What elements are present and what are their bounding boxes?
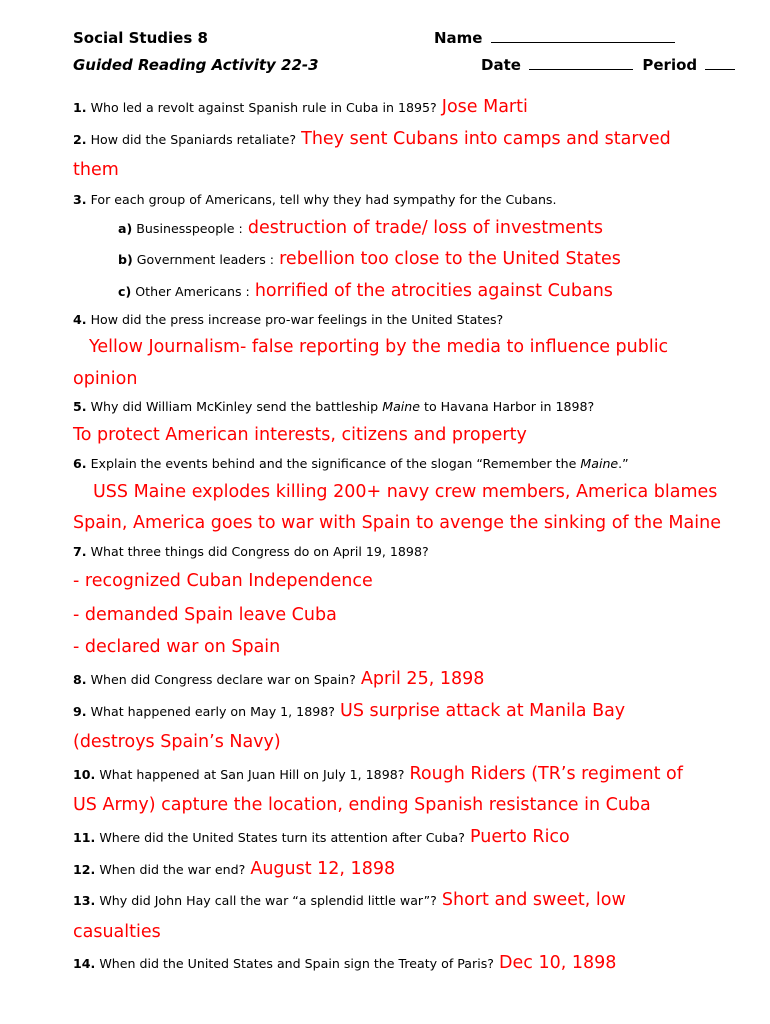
question-text: Who led a revolt against Spanish rule in Cuba in 1895? bbox=[90, 100, 437, 115]
part-text: Other Americans : bbox=[135, 284, 250, 299]
part-label: c) bbox=[118, 284, 132, 299]
part-text: Businesspeople : bbox=[136, 221, 243, 236]
answer-list-item: - recognized Cuban Independence bbox=[73, 571, 373, 591]
name-label: Name bbox=[434, 29, 483, 47]
question-number: 3. bbox=[73, 192, 87, 207]
name-blank-line bbox=[491, 41, 675, 43]
answer-text: To protect American interests, citizens and property bbox=[73, 425, 527, 445]
question-number: 4. bbox=[73, 312, 87, 327]
question-13 bbox=[73, 892, 626, 910]
answer-continuation: them bbox=[73, 160, 119, 180]
question-3 bbox=[73, 194, 557, 207]
question-7 bbox=[73, 546, 429, 559]
question-text: When did Congress declare war on Spain? bbox=[90, 672, 356, 687]
answer-text: US surprise attack at Manila Bay bbox=[340, 701, 626, 721]
question-text: For each group of Americans, tell why they had sympathy for the Cubans. bbox=[90, 192, 557, 207]
ship-name: Maine bbox=[580, 456, 619, 471]
question-number: 8. bbox=[73, 672, 87, 687]
answer-text: rebellion too close to the United States bbox=[279, 249, 621, 269]
question-number: 10. bbox=[73, 767, 96, 782]
question-text: How did the Spaniards retaliate? bbox=[90, 132, 297, 147]
name-field[interactable] bbox=[434, 29, 675, 47]
answer-text: August 12, 1898 bbox=[250, 859, 396, 879]
answer-list-item: - demanded Spain leave Cuba bbox=[73, 605, 337, 625]
question-number: 12. bbox=[73, 862, 96, 877]
answer-list-item: - declared war on Spain bbox=[73, 637, 281, 657]
answer-text: destruction of trade/ loss of investments bbox=[247, 218, 603, 238]
answer-text: USS Maine explodes killing 200+ navy crew members, America blames bbox=[93, 482, 718, 502]
question-5 bbox=[73, 401, 594, 414]
answer-text: Yellow Journalism- false reporting by the media to influence public bbox=[89, 337, 669, 357]
question-3b bbox=[118, 251, 621, 269]
answer-continuation: US Army) capture the location, ending Spanish resistance in Cuba bbox=[73, 795, 651, 815]
answer-text: Puerto Rico bbox=[469, 827, 570, 847]
period-blank-line[interactable] bbox=[705, 68, 735, 70]
question-9 bbox=[73, 703, 625, 721]
course-title: Social Studies 8 bbox=[73, 29, 208, 47]
question-12 bbox=[73, 861, 395, 879]
question-text-end: to Havana Harbor in 1898? bbox=[424, 399, 595, 414]
question-text: How did the press increase pro-war feelings in the United States? bbox=[90, 312, 504, 327]
question-text: Why did John Hay call the war “a splendid little war”? bbox=[99, 893, 437, 908]
question-text: What happened early on May 1, 1898? bbox=[90, 704, 335, 719]
question-number: 5. bbox=[73, 399, 87, 414]
question-number: 1. bbox=[73, 100, 87, 115]
answer-text: Jose Marti bbox=[441, 97, 528, 117]
answer-text: Rough Riders (TR’s regiment of bbox=[409, 764, 683, 784]
question-text: What three things did Congress do on April 19, 1898? bbox=[90, 544, 429, 559]
question-number: 9. bbox=[73, 704, 87, 719]
question-number: 11. bbox=[73, 830, 96, 845]
question-11 bbox=[73, 829, 570, 847]
answer-text: Dec 10, 1898 bbox=[499, 953, 617, 973]
question-3c bbox=[118, 283, 613, 301]
answer-text: Short and sweet, low bbox=[441, 890, 626, 910]
activity-title: Guided Reading Activity 22-3 bbox=[73, 56, 319, 74]
question-text: Explain the events behind and the significance of the slogan “Remember the bbox=[90, 456, 577, 471]
question-1 bbox=[73, 99, 528, 117]
question-text: Why did William McKinley send the battleship bbox=[90, 399, 379, 414]
answer-text: They sent Cubans into camps and starved bbox=[301, 129, 671, 149]
answer-text: horrified of the atrocities against Cubans bbox=[254, 281, 613, 301]
question-4 bbox=[73, 314, 503, 327]
answer-continuation: opinion bbox=[73, 369, 138, 389]
question-10 bbox=[73, 766, 683, 784]
question-8 bbox=[73, 671, 484, 689]
period-label: Period bbox=[642, 56, 698, 74]
question-text: What happened at San Juan Hill on July 1, 1898? bbox=[99, 767, 405, 782]
part-label: b) bbox=[118, 252, 133, 267]
date-blank-line[interactable] bbox=[529, 68, 633, 70]
question-text-end: .” bbox=[618, 456, 629, 471]
date-period-fields bbox=[481, 56, 735, 74]
answer-text: April 25, 1898 bbox=[360, 669, 485, 689]
question-text: When did the war end? bbox=[99, 862, 246, 877]
question-6 bbox=[73, 458, 629, 471]
part-label: a) bbox=[118, 221, 133, 236]
answer-continuation: (destroys Spain’s Navy) bbox=[73, 732, 281, 752]
ship-name: Maine bbox=[382, 399, 421, 414]
question-number: 13. bbox=[73, 893, 96, 908]
question-number: 7. bbox=[73, 544, 87, 559]
question-text: Where did the United States turn its attention after Cuba? bbox=[99, 830, 465, 845]
question-text: When did the United States and Spain sign the Treaty of Paris? bbox=[99, 956, 494, 971]
part-text: Government leaders : bbox=[136, 252, 275, 267]
question-number: 14. bbox=[73, 956, 96, 971]
date-label: Date bbox=[481, 56, 521, 74]
question-2 bbox=[73, 131, 671, 149]
question-number: 2. bbox=[73, 132, 87, 147]
answer-continuation: Spain, America goes to war with Spain to avenge the sinking of the Maine bbox=[73, 513, 721, 533]
question-3a bbox=[118, 220, 603, 238]
answer-continuation: casualties bbox=[73, 922, 161, 942]
question-14 bbox=[73, 955, 616, 973]
question-number: 6. bbox=[73, 456, 87, 471]
